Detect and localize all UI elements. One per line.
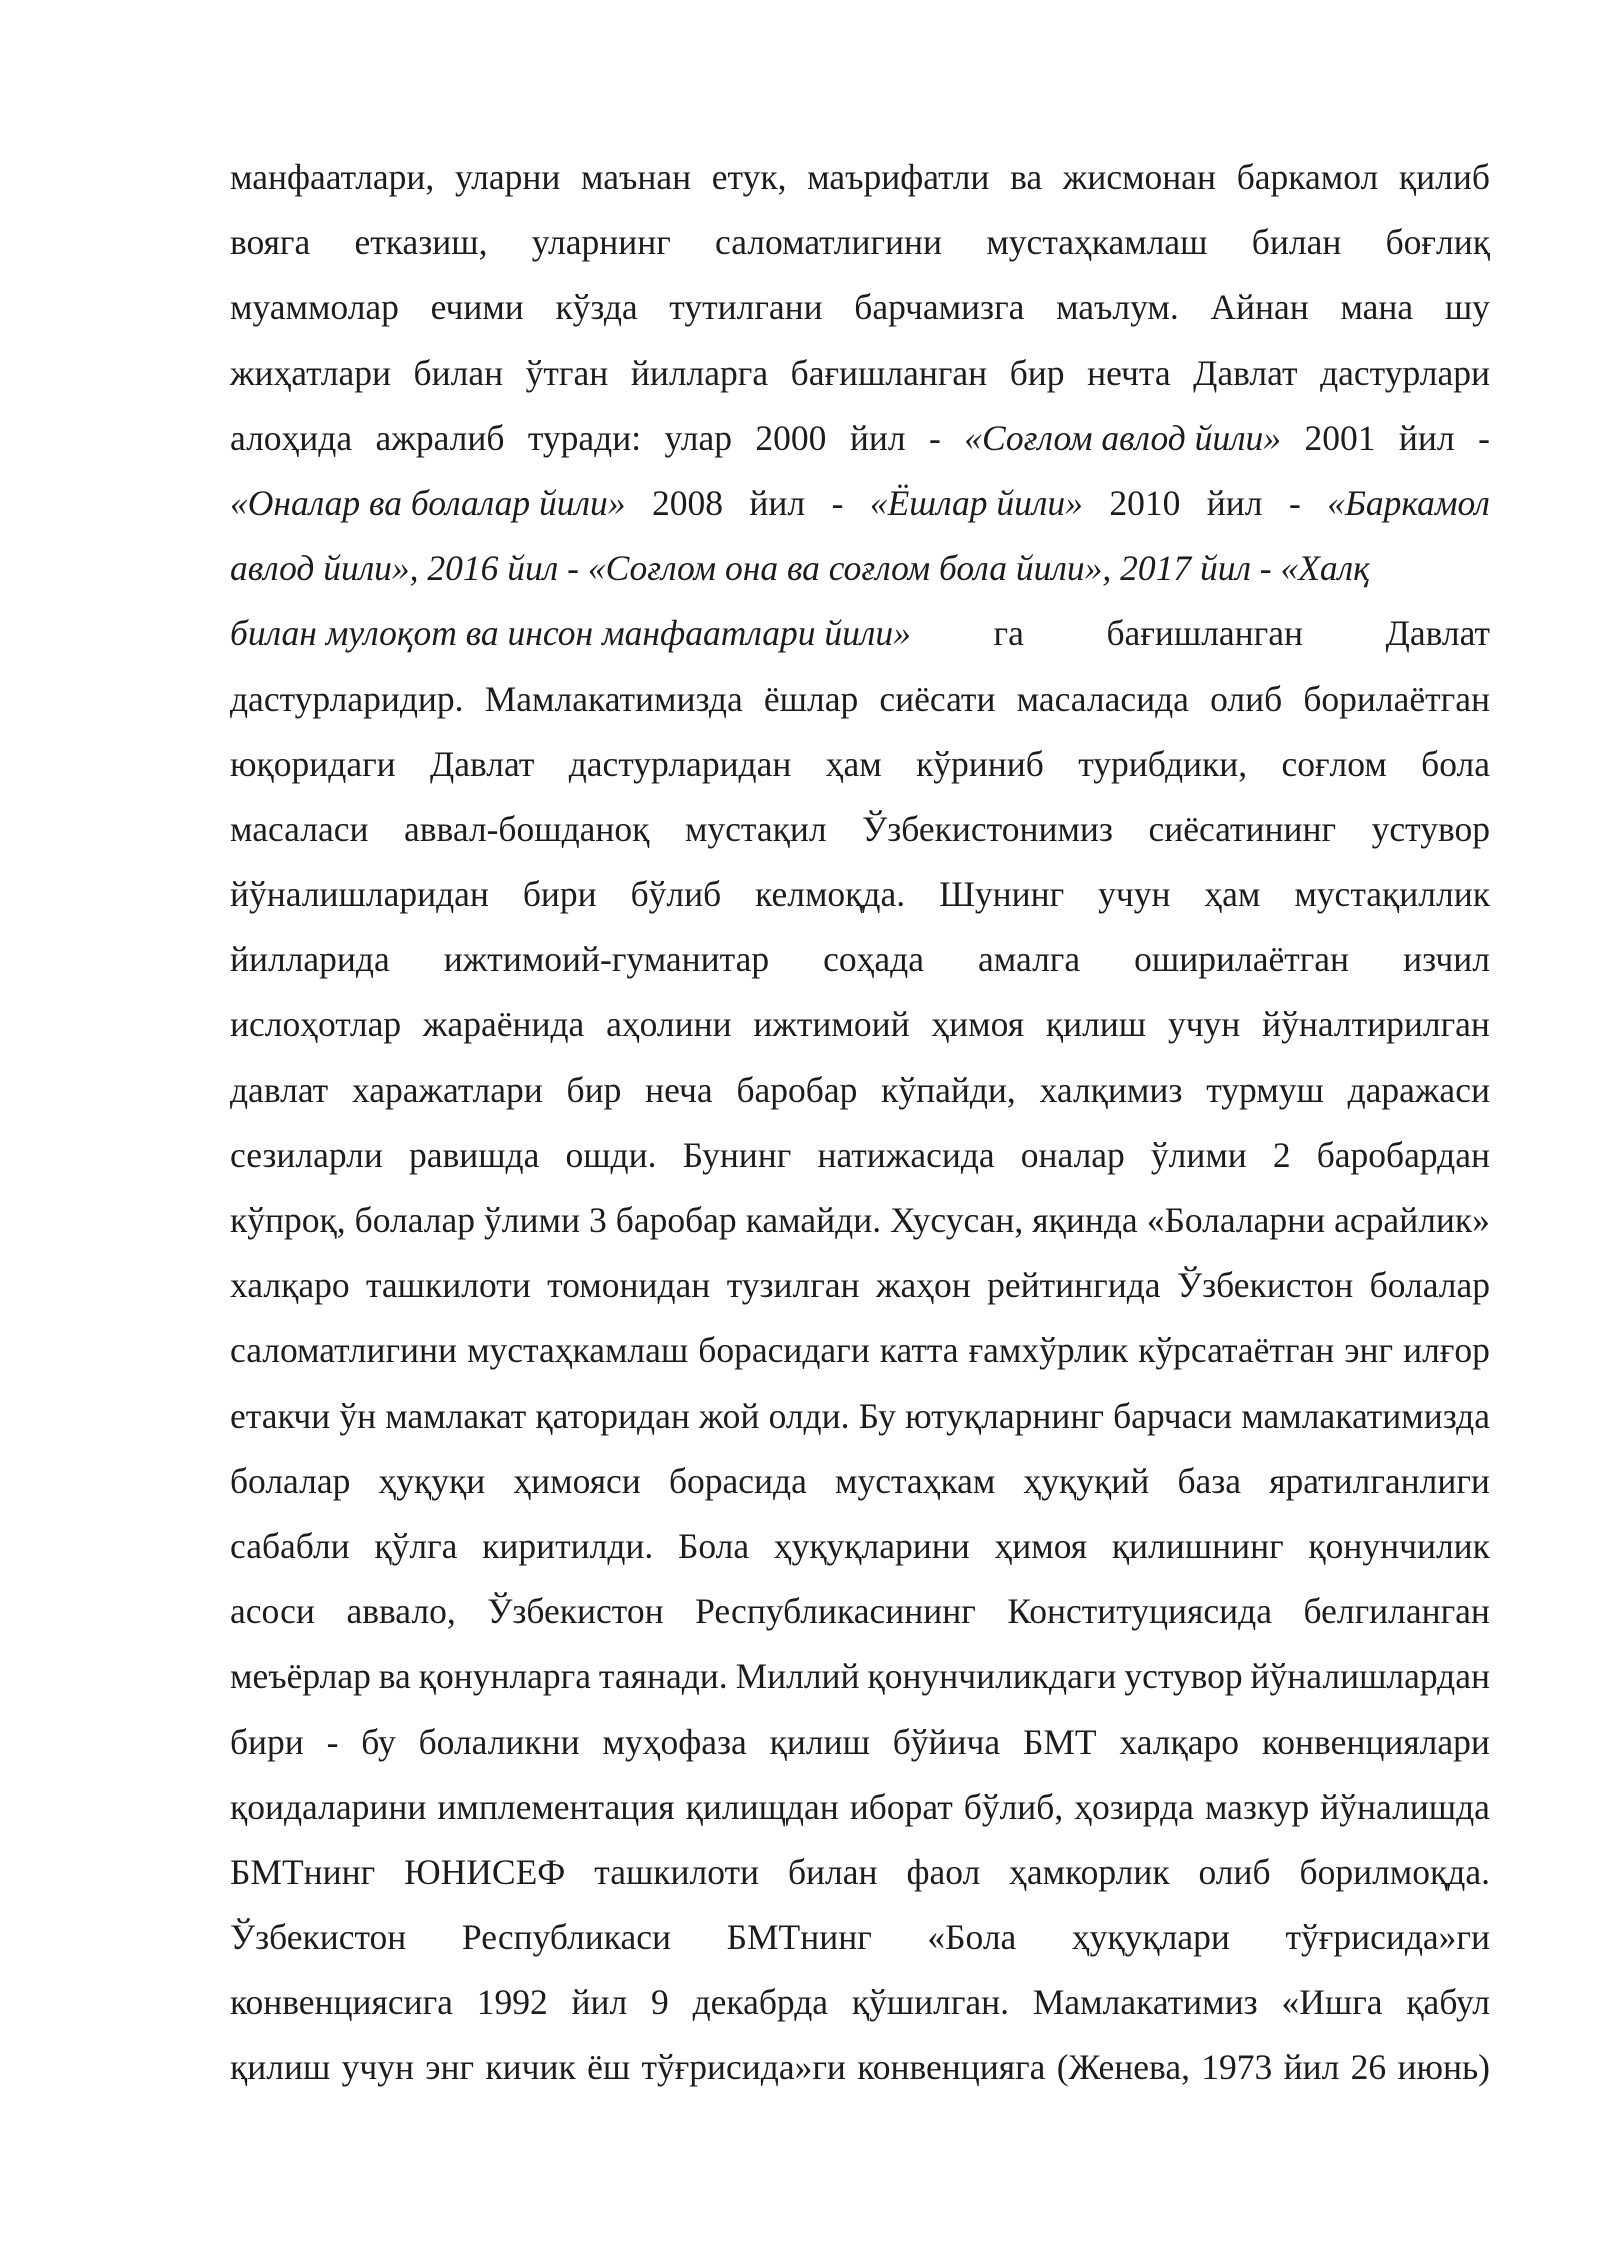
word: бағишланган (790, 352, 988, 393)
word: неча (645, 1069, 713, 1110)
word: 9 (651, 1982, 669, 2023)
word: барчамизга (854, 287, 1025, 328)
word: ҳам (825, 743, 882, 784)
word: ҳуқуқлари (1071, 1917, 1230, 1958)
word: мамлакатимизда (1241, 1395, 1490, 1436)
word: даражаси (1347, 1069, 1490, 1110)
word: йил (849, 417, 906, 458)
word: мамлакат (385, 1395, 527, 1436)
word: жаҳон (875, 1265, 971, 1306)
text-line (230, 1449, 1490, 1514)
word: катта (879, 1330, 959, 1371)
word: етакчи (230, 1395, 331, 1436)
word: Давлат (430, 743, 535, 784)
word: баробар (615, 1200, 737, 1240)
word: ҳуқуқларини (773, 1525, 970, 1566)
word: бўйича (892, 1721, 1001, 1762)
word: вояга (230, 222, 311, 263)
word: етук, (711, 157, 787, 197)
word: Республикасининг (695, 1591, 976, 1632)
word: болаликни (418, 1721, 580, 1762)
word: ва (1010, 157, 1043, 197)
word: уларни (454, 157, 561, 197)
word: декабрда (692, 1982, 829, 2023)
word: ҳуқуқий (1023, 1460, 1150, 1501)
word: учун (1167, 1004, 1241, 1045)
word: асоси (230, 1591, 315, 1632)
word: олди. (768, 1395, 850, 1436)
word: ва (378, 1656, 411, 1697)
word: Давлат (1193, 352, 1298, 393)
word: 2001 (1304, 417, 1376, 458)
word: ЮНИСЕФ (404, 1851, 566, 1892)
word: база (1177, 1460, 1242, 1501)
word: қоидаларини (230, 1786, 427, 1827)
word: йўналишларидан (230, 874, 489, 915)
word: - (831, 482, 844, 523)
word: етказиш, (354, 222, 488, 263)
word: кўпроқ, (230, 1200, 346, 1240)
word: мустаҳкамлаш (986, 222, 1208, 263)
word: энг (425, 2047, 475, 2088)
word: Бола (677, 1525, 750, 1566)
word: юқоридаги (230, 743, 396, 784)
word: бўлиб (630, 874, 722, 915)
word: киритилди. (482, 1525, 654, 1566)
word: «Оналар ва болалар йили» (230, 482, 626, 523)
word: фаол (906, 1851, 981, 1892)
word: маърифатли (807, 157, 990, 197)
word: яратилганлиги (1269, 1460, 1490, 1501)
word: рейтингида (987, 1265, 1161, 1306)
text-line (230, 1840, 1490, 1905)
text-line (230, 471, 1490, 536)
word: сезиларли (230, 1134, 383, 1175)
text-line (230, 2035, 1490, 2100)
word: Ўзбекистон (487, 1591, 664, 1632)
word: камайди. (745, 1200, 882, 1240)
word: - (1478, 417, 1490, 458)
word: 1973 (1201, 2047, 1273, 2088)
word: оналар (1020, 1134, 1125, 1175)
word: тўғрисида»ги (1285, 1917, 1490, 1958)
text-line (230, 275, 1490, 340)
text-line (230, 992, 1490, 1057)
word: маълум. (1056, 287, 1179, 328)
word: йўналишлардан (1250, 1656, 1490, 1697)
text-line (230, 1710, 1490, 1775)
word: Мамлакатимиз (1032, 1982, 1258, 2023)
word: қонунларга (418, 1656, 592, 1697)
word: «Ишга (1281, 1982, 1383, 2023)
word: Шунинг (939, 874, 1065, 915)
word: борасида (668, 1460, 807, 1501)
word: соғлом (1281, 743, 1387, 784)
text-line (230, 1579, 1490, 1644)
word: манфаатлари, (230, 157, 435, 197)
word: Миллий (735, 1656, 860, 1697)
word: 26 (1350, 2047, 1387, 2088)
text-line (230, 862, 1490, 927)
word: саломатлигини (715, 222, 943, 263)
word: алоҳида (230, 417, 353, 458)
word: қилиш (230, 2047, 331, 2088)
word: ёш (587, 2047, 631, 2088)
word: аҳолини (606, 1004, 732, 1045)
word: 2010 (1109, 482, 1181, 523)
word: ҳам (1204, 874, 1261, 915)
word: билан (413, 352, 504, 393)
word: энг (1344, 1330, 1394, 1371)
word: болалар (354, 1200, 476, 1240)
text-line (230, 1253, 1490, 1318)
word: мустаҳкам (835, 1460, 996, 1501)
word: ҳимояси (513, 1460, 641, 1501)
word: меъёрлар (230, 1656, 371, 1697)
text-line (230, 732, 1490, 797)
word: Ўзбекистон (1176, 1265, 1354, 1306)
word: қилиб (1398, 157, 1490, 197)
word: иборат (849, 1786, 953, 1827)
word: «Соғлом авлод йили» (964, 417, 1282, 458)
word: кичик (485, 2047, 576, 2088)
word: ўлими (484, 1200, 580, 1240)
word: йўналишда (1320, 1786, 1490, 1827)
word: Давлат (1385, 613, 1490, 654)
word: ҳамкорлик (1009, 1851, 1170, 1892)
word: халқаро (1119, 1721, 1240, 1762)
word: ечими (430, 287, 524, 328)
word: йилларида (230, 939, 390, 980)
word: амалга (978, 939, 1081, 980)
word: халқаро (230, 1265, 350, 1306)
word: қаторидан (535, 1395, 690, 1436)
word: улар (664, 417, 732, 458)
word: кўрсатаётган (1138, 1330, 1335, 1371)
word: дастурларидир. (230, 678, 464, 719)
word: саломатлигини (230, 1330, 458, 1371)
word: нечта (1087, 352, 1171, 393)
word: йил (1398, 417, 1455, 458)
word: борилмоқда. (1299, 1851, 1490, 1892)
word: изчил (1403, 939, 1490, 980)
word: аввал-бошданоқ (404, 808, 650, 849)
word: конвенциясига (230, 1982, 453, 2023)
word: ўтган (525, 352, 609, 393)
word: қўлга (374, 1525, 458, 1566)
word: сиёсати (879, 678, 996, 719)
word: мустақиллик (1294, 874, 1490, 915)
word: Бу (858, 1395, 896, 1436)
word: қўшилган. (851, 1982, 1010, 2023)
text-line (230, 1644, 1490, 1709)
word: авлод йили», 2016 йил - «Соғлом она ва соғлом бола йили», 2017 йил - «Халқ (230, 548, 1370, 589)
word: асрайлик» (1334, 1200, 1490, 1240)
word: билан (1251, 222, 1342, 263)
word: қабул (1406, 1982, 1490, 2023)
word: ёшлар (763, 678, 859, 719)
word: Ўзбекистон (230, 1917, 407, 1958)
word: «Бола (927, 1917, 1017, 1958)
word: сиёсатининг (1148, 808, 1337, 849)
word: йил (571, 1982, 628, 2023)
word: июнь) (1397, 2047, 1490, 2088)
word: билан мулоқот ва инсон манфаатлари йили» (230, 613, 911, 654)
word: барчаси (1113, 1395, 1233, 1436)
word: 1992 (476, 1982, 548, 2023)
word: йил (1283, 2047, 1340, 2088)
word: бўлиб, (963, 1786, 1064, 1827)
word: ташкилоти (594, 1851, 760, 1892)
word: ижтимоий-гуманитар (443, 939, 770, 980)
word: бир (566, 1069, 622, 1110)
text-line (230, 1775, 1490, 1840)
text-line (230, 1970, 1490, 2035)
word: Айнан (1210, 287, 1309, 328)
word: ошди. (565, 1134, 657, 1175)
word: соҳада (823, 939, 924, 980)
word: конвенциялари (1261, 1721, 1490, 1762)
word: 2008 (651, 482, 723, 523)
text-line (230, 341, 1490, 406)
word: бу (361, 1721, 396, 1762)
word: шу (1444, 287, 1490, 328)
word: ҳимоя (931, 1004, 1025, 1045)
word: жараёнида (422, 1004, 585, 1045)
text-line (230, 1123, 1490, 1188)
text-line (230, 601, 1490, 666)
word: - (1288, 482, 1301, 523)
word: турибдики, (1078, 743, 1248, 784)
word: ўн (339, 1395, 377, 1436)
word: харажатлари (351, 1069, 543, 1110)
word: ҳимоя (994, 1525, 1088, 1566)
word: кўпайди, (881, 1069, 1016, 1110)
word: ижтимоий (753, 1004, 910, 1045)
word: болалар (1369, 1265, 1490, 1306)
word: йил (1206, 482, 1263, 523)
word: оширилаётган (1134, 939, 1350, 980)
body-text (230, 145, 1490, 2101)
word: жой (699, 1395, 760, 1436)
word: борилаётган (1303, 678, 1490, 719)
word: жиҳатлари (230, 352, 391, 393)
text-line (230, 536, 1490, 601)
word: бири (230, 1721, 304, 1762)
word: Бунинг (682, 1134, 792, 1175)
word: туради: (527, 417, 642, 458)
word: БМТнинг (726, 1917, 872, 1958)
word: сабабли (230, 1525, 350, 1566)
word: аввало, (346, 1591, 456, 1632)
word: «Болаларни (1146, 1200, 1326, 1240)
word: баробардан (1316, 1134, 1490, 1175)
word: мазкур (1204, 1786, 1310, 1827)
word: ажралиб (375, 417, 505, 458)
word: йилларга (630, 352, 769, 393)
word: БМТ (1022, 1721, 1097, 1762)
word: дастурларидан (568, 743, 792, 784)
word: устувор (1371, 808, 1490, 849)
text-line (230, 1188, 1490, 1253)
text-line (230, 1384, 1490, 1449)
word: муҳофаза (602, 1721, 747, 1762)
word: натижасида (817, 1134, 995, 1175)
word: дастурлари (1320, 352, 1490, 393)
word: қонунчилик (1308, 1525, 1490, 1566)
word: 3 (589, 1200, 607, 1240)
word: ўлими (1150, 1134, 1247, 1175)
word: билан (787, 1851, 878, 1892)
word: маънан (581, 157, 692, 197)
word: баркамол (1236, 157, 1379, 197)
word: имплементация (437, 1786, 675, 1827)
word: учун (1098, 874, 1171, 915)
word: Хусусан, (890, 1200, 1024, 1240)
word: жисмонан (1062, 157, 1217, 197)
word: га (993, 613, 1024, 654)
word: йўналтирилган (1262, 1004, 1490, 1045)
text-line (230, 210, 1490, 275)
word: равишда (408, 1134, 540, 1175)
word: (Женева, (1056, 2047, 1190, 2088)
word: «Ёшлар йили» (869, 482, 1083, 523)
word: белгиланган (1303, 1591, 1490, 1632)
word: давлат (230, 1069, 329, 1110)
word: келмоқда. (755, 874, 906, 915)
word: кўриниб (916, 743, 1044, 784)
word: қилиш (1045, 1004, 1147, 1045)
word: масаласида (1016, 678, 1189, 719)
word: болалар (230, 1460, 351, 1501)
word: қонунчиликдаги (867, 1656, 1117, 1697)
word: қилишнинг (1111, 1525, 1284, 1566)
word: қилищдан (685, 1786, 839, 1827)
word: тузилган (726, 1265, 860, 1306)
word: мустақил (684, 808, 827, 849)
word: Конституциясида (1007, 1591, 1272, 1632)
word: Мамлакатимизда (484, 678, 743, 719)
word: бола (1421, 743, 1490, 784)
word: қилиш (769, 1721, 870, 1762)
text-line (230, 667, 1490, 732)
word: - (929, 417, 941, 458)
word: устувор (1124, 1656, 1243, 1697)
word: халқимиз (1039, 1069, 1183, 1110)
word: бир (1009, 352, 1065, 393)
text-line (230, 1905, 1490, 1970)
word: Республикаси (461, 1917, 671, 1958)
word: борасидаги (698, 1330, 870, 1371)
word: 2 (1272, 1134, 1291, 1175)
word: илғор (1403, 1330, 1490, 1371)
word: ғамхўрлик (968, 1330, 1129, 1371)
word: олиб (1210, 678, 1283, 719)
text-line (230, 1058, 1490, 1123)
word: томонидан (547, 1265, 711, 1306)
text-line (230, 1318, 1490, 1383)
word: ютуқларнинг (905, 1395, 1104, 1436)
word: тутилгани (669, 287, 823, 328)
word: ҳуқуқи (378, 1460, 486, 1501)
text-line (230, 927, 1490, 992)
word: бири (522, 874, 597, 915)
word: масаласи (230, 808, 369, 849)
word: бағишланган (1106, 613, 1303, 654)
word: Ўзбекистонимиз (862, 808, 1113, 849)
word: йил (749, 482, 806, 523)
word: - (326, 1721, 339, 1762)
text-line (230, 145, 1490, 210)
word: ҳозирда (1074, 1786, 1194, 1827)
text-line (230, 406, 1490, 471)
word: ислоҳотлар (230, 1004, 402, 1045)
word: «Баркамол (1327, 482, 1490, 523)
word: учун (341, 2047, 414, 2088)
word: тўғрисида»ги (641, 2047, 846, 2088)
word: таянади. (598, 1656, 728, 1697)
word: БМТнинг (230, 1851, 376, 1892)
word: конвенцияга (857, 2047, 1046, 2088)
word: мана (1340, 287, 1414, 328)
text-line (230, 797, 1490, 862)
word: боғлиқ (1385, 222, 1490, 263)
word: мустаҳкамлаш (467, 1330, 689, 1371)
word: муаммолар (230, 287, 399, 328)
word: ташкилоти (365, 1265, 531, 1306)
word: турмуш (1206, 1069, 1324, 1110)
word: олиб (1198, 1851, 1271, 1892)
word: уларнинг (531, 222, 671, 263)
text-line (230, 1514, 1490, 1579)
word: яқинда (1032, 1200, 1138, 1240)
word: 2000 (755, 417, 827, 458)
word: кўзда (555, 287, 638, 328)
word: баробар (736, 1069, 858, 1110)
